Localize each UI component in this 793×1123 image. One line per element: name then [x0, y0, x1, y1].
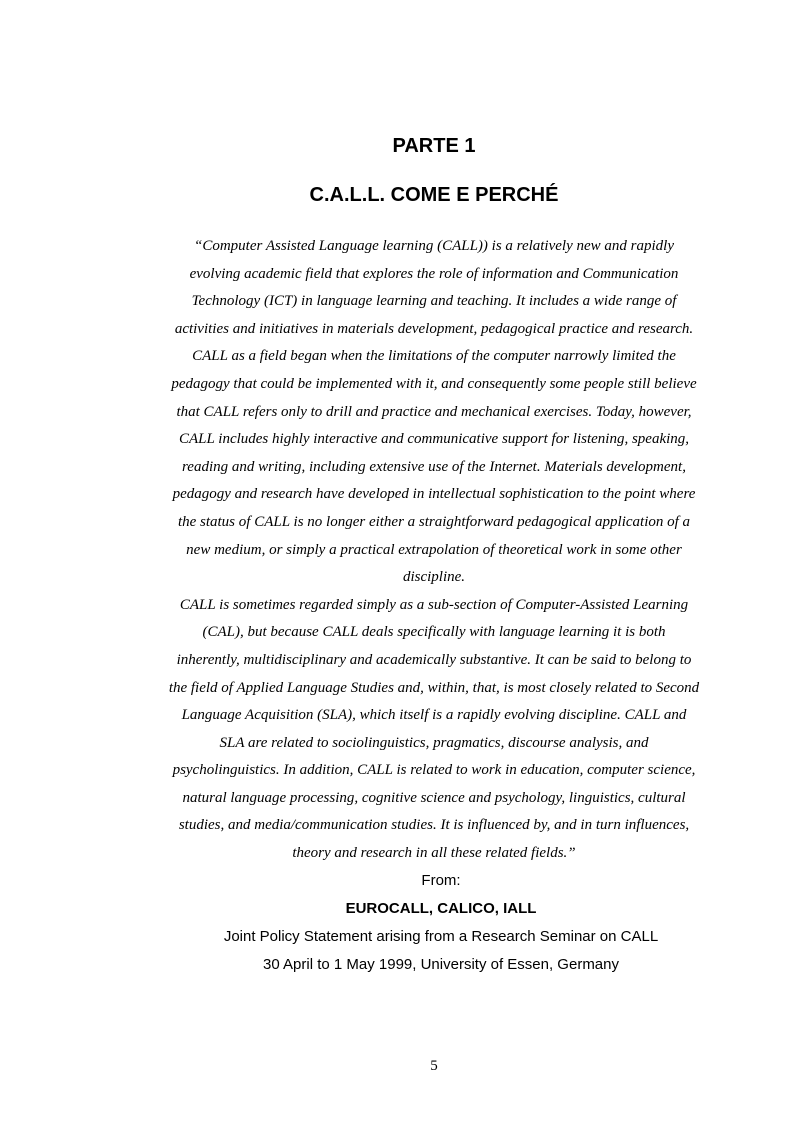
- attribution-date-place: 30 April to 1 May 1999, University of Essen, Germany: [263, 956, 619, 973]
- attribution-block: [146, 867, 736, 979]
- chapter-title: C.A.L.L. COME E PERCHÉ: [309, 184, 559, 206]
- quote-line: Language Acquisition (SLA), which itself is a rapidly evolving discipline. CALL and: [181, 707, 687, 724]
- quote-line: activities and initiatives in materials development, pedagogical practice and research.: [174, 320, 694, 337]
- quote-line: the status of CALL is no longer either a straightforward pedagogical application of a: [177, 513, 691, 530]
- page-number: 5: [430, 1058, 438, 1074]
- quote-line: new medium, or simply a practical extrapolation of theoretical work in some other: [186, 541, 682, 558]
- quote-line: (CAL), but because CALL deals specifically with language learning it is both: [202, 624, 666, 641]
- quote-line: CALL as a field began when the limitations of the computer narrowly limited the: [192, 348, 676, 365]
- quote-line: CALL includes highly interactive and communicative support for listening, speaking,: [178, 431, 690, 448]
- quote-line: discipline.: [402, 569, 466, 586]
- quote-line: reading and writing, including extensive use of the Internet. Materials development,: [182, 458, 686, 475]
- quote-line: CALL is sometimes regarded simply as a sub-section of Computer-Assisted Learning: [179, 596, 689, 613]
- quote-line: evolving academic field that explores the role of information and Communication: [189, 265, 679, 282]
- attribution-organizations: EUROCALL, CALICO, IALL: [345, 900, 537, 917]
- quote-line: psycholinguistics. In addition, CALL is related to work in education, computer science,: [172, 762, 696, 779]
- quote-line: natural language processing, cognitive science and psychology, linguistics, cultural: [182, 789, 686, 806]
- attribution-from: From:: [421, 872, 461, 889]
- quote-line: that CALL refers only to drill and practice and mechanical exercises. Today, however,: [176, 403, 692, 420]
- quote-line: the field of Applied Language Studies and, within, that, is most closely related to Second: [168, 679, 700, 696]
- quote-line: “Computer Assisted Language learning (CALL)) is a relatively new and rapidly: [194, 238, 674, 254]
- part-title: PARTE 1: [392, 135, 476, 157]
- attribution-statement: Joint Policy Statement arising from a Research Seminar on CALL: [223, 928, 659, 945]
- quote-block: [146, 233, 722, 868]
- quote-line: SLA are related to sociolinguistics, pragmatics, discourse analysis, and: [219, 734, 649, 751]
- quote-line: Technology (ICT) in language learning and teaching. It includes a wide range of: [191, 293, 677, 310]
- quote-line: inherently, multidisciplinary and academically substantive. It can be said to belong to: [176, 651, 692, 668]
- quote-line: theory and research in all these related fields.”: [292, 845, 576, 862]
- quote-line: pedagogy that could be implemented with it, and consequently some people still believe: [171, 375, 697, 392]
- quote-line: pedagogy and research have developed in intellectual sophistication to the point where: [172, 486, 696, 503]
- quote-line: studies, and media/communication studies. It is influenced by, and in turn influences,: [178, 817, 690, 834]
